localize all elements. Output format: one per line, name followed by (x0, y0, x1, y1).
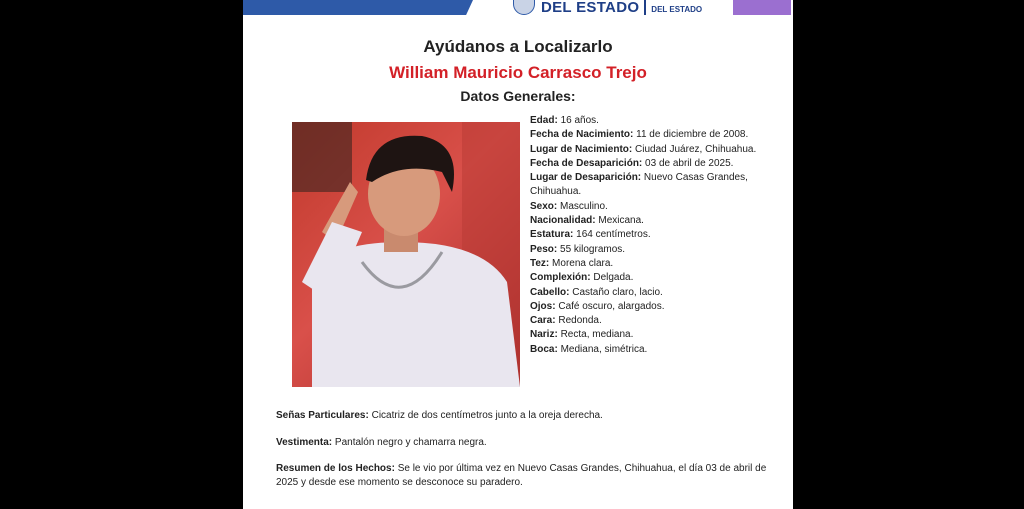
detail-label: Edad: (530, 115, 558, 126)
detail-row (530, 271, 785, 285)
person-photo-icon (292, 122, 520, 387)
detail-label: Ojos: (530, 300, 556, 312)
detail-label: Nariz: (530, 329, 558, 341)
vestimenta-label: Vestimenta: (276, 437, 333, 448)
detail-label: Peso: (530, 243, 558, 255)
detail-label: Boca: (530, 343, 558, 355)
detail-row (530, 114, 785, 128)
detail-value: Delgada. (593, 272, 634, 284)
general-data-list (530, 114, 785, 357)
logo-sub-text: DEL ESTADO (651, 4, 703, 14)
header-purple-bar (733, 0, 791, 15)
detail-label: Fecha de Nacimiento: (530, 129, 634, 141)
detail-value: Redonda. (558, 315, 602, 327)
detail-value: Ciudad Juárez, Chihuahua. (635, 143, 757, 155)
detail-value: 164 centímetros. (576, 229, 651, 241)
detail-row (530, 257, 785, 271)
detail-value: Castaño claro, lacio. (572, 286, 663, 298)
detail-label: Complexión: (530, 272, 591, 284)
detail-value: Mexicana. (598, 215, 644, 227)
senas-label: Señas Particulares: (276, 410, 369, 421)
header-logo (513, 0, 702, 16)
detail-row (530, 328, 785, 342)
detail-value: 55 kilogramos. (560, 243, 626, 255)
detail-row (530, 314, 785, 328)
detail-row (530, 228, 785, 242)
detail-label: Tez: (530, 257, 550, 269)
poster-title: Ayúdanos a Localizarlo (423, 37, 613, 56)
missing-person-photo (292, 122, 520, 387)
header-blue-bar (243, 0, 473, 15)
detail-row (530, 243, 785, 257)
detail-row (530, 143, 785, 157)
detail-value: 11 de diciembre de 2008. (636, 129, 749, 141)
detail-row (530, 171, 785, 200)
senas-particulares (276, 409, 776, 423)
detail-row (530, 128, 785, 142)
detail-value: 16 años. (560, 115, 599, 126)
vestimenta (276, 436, 776, 450)
detail-row (530, 200, 785, 214)
senas-value: Cicatriz de dos centímetros junto a la oreja derecha. (371, 410, 603, 421)
resumen-label: Resumen de los Hechos: (276, 463, 395, 474)
detail-label: Lugar de Desaparición: (530, 172, 642, 184)
detail-row (530, 343, 785, 357)
detail-value: Morena clara. (552, 257, 614, 269)
detail-row (530, 157, 785, 171)
detail-value: Mediana, simétrica. (560, 343, 648, 355)
detail-value: 03 de abril de 2025. (645, 157, 734, 169)
resumen-value: Se le vio por última vez en Nuevo Casas Grandes, Chihuahua, el día 03 de abril de 2025 y desde ese momento se desconoce su paradero. (276, 463, 767, 488)
detail-label: Estatura: (530, 229, 574, 241)
detail-row (530, 300, 785, 314)
state-seal-icon (513, 0, 535, 15)
vestimenta-value: Pantalón negro y chamarra negra. (334, 437, 487, 448)
detail-label: Lugar de Nacimiento: (530, 143, 633, 155)
detail-label: Cabello: (530, 286, 570, 298)
detail-value: Recta, mediana. (560, 329, 634, 341)
detail-row (530, 214, 785, 228)
resumen-hechos (276, 462, 776, 490)
detail-value: Masculino. (560, 200, 608, 212)
detail-label: Nacionalidad: (530, 215, 596, 227)
detail-value: Café oscuro, alargados. (558, 300, 665, 312)
detail-label: Cara: (530, 315, 556, 327)
detail-row (530, 286, 785, 300)
person-name: William Mauricio Carrasco Trejo (389, 63, 647, 82)
logo-separator (644, 0, 646, 15)
detail-label: Fecha de Desaparición: (530, 157, 643, 169)
detail-label: Sexo: (530, 200, 558, 212)
section-title: Datos Generales: (460, 88, 576, 104)
logo-main-text: DEL ESTADO (541, 0, 640, 16)
detail-value: Nuevo Casas Grandes, Chihuahua. (530, 172, 748, 198)
missing-person-poster (243, 0, 793, 509)
